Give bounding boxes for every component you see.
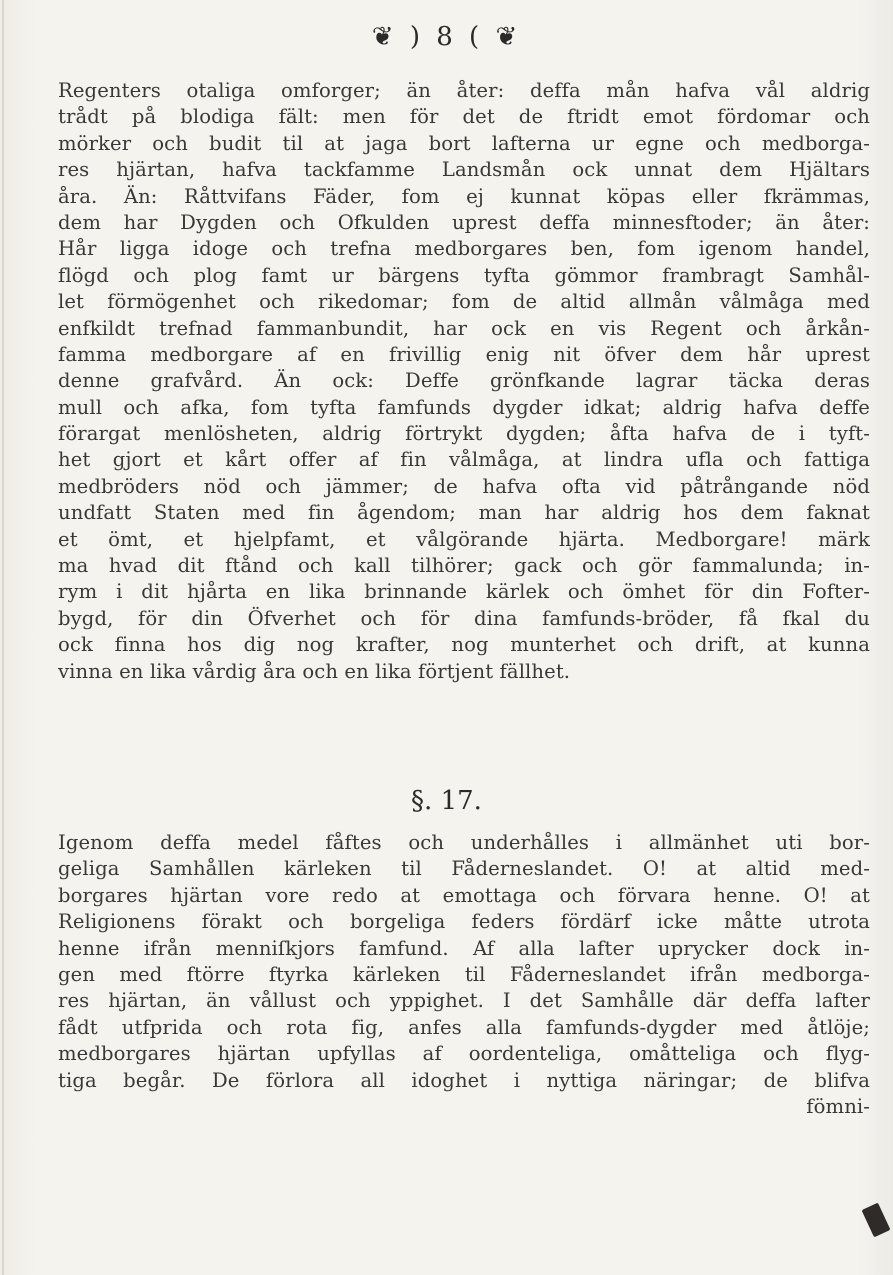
text-line: mull och afka, fom tyfta famfunds dygder idkat; aldrig hafva deffe (58, 395, 870, 419)
text-line: åra. Än: Råttvifans Fäder, fom ej kunnat köpas eller fkrämmas, (58, 184, 870, 208)
text-line: famma medborgare af en frivillig enig nit öfver dem hår uprest (58, 342, 870, 366)
text-line: rym i dit hjårta en lika brinnande kärlek och ömhet för din Fofter- (58, 580, 870, 604)
page-edge-shadow (2, 0, 4, 1275)
text-line: bygd, för din Öfverhet och för dina famfunds-bröder, få fkal du (58, 606, 870, 630)
corner-ink-mark (862, 1203, 891, 1238)
text-line: Regenters otaliga omforger; än åter: deffa mån hafva vål aldrig (58, 79, 870, 102)
text-line: res hjärtan, än vållust och yppighet. I det Samhålle där deffa lafter (58, 989, 870, 1013)
text-line: henne ifrån menniſkjors famfund. Af alla lafter uprycker dock in- (58, 936, 870, 960)
text-line: förargat menlösheten, aldrig förtrykt dygden; åfta hafva de i tyft- (58, 422, 870, 446)
text-line: enfkildt trefnad fammanbundit, har ock en vis Regent och årkån- (58, 316, 870, 340)
text-line: Hår ligga idoge och trefna medborgares ben, fom igenom handel, (58, 237, 870, 261)
text-line: dem har Dygden och Ofkulden uprest deffa minnesftoder; än åter: (58, 210, 870, 234)
text-line: mörker och budit til at jaga bort lafterna ur egne och medborga- (58, 131, 870, 155)
text-line: flögd och plog famt ur bärgens tyfta gömmor frambragt Samhål- (58, 263, 870, 287)
text-line: tiga begår. De förlora all idoghet i nyttiga näringar; de blifva (58, 1068, 870, 1092)
text-line: geliga Samhållen kärleken til Fåderneslandet. O! at altid med- (58, 857, 870, 881)
text-line: fådt utfprida och rota fig, anfes alla famfunds-dygder med åtlöje; (58, 1015, 870, 1039)
paragraph-section-17 (58, 830, 870, 1120)
text-line: denne grafvård. Än ock: Deffe grönfkande lagrar täcka deras (58, 369, 870, 393)
section-heading: §. 17. (411, 786, 482, 816)
text-line: het gjort et kårt offer af fin vålmåga, at lindra ufla och fattiga (58, 448, 870, 472)
running-head: ❦ ) 8 ( ❦ (371, 22, 522, 52)
text-line: let förmögenhet och rikedomar; fom de altid allmån vålmåga med (58, 290, 870, 314)
text-line: medborgares hjärtan upfyllas af oordenteliga, omåtteliga och flyg- (58, 1042, 870, 1066)
paragraph-regents (58, 78, 870, 685)
text-line: medbröders nöd och jämmer; de hafva ofta vid påtrångande nöd (58, 474, 870, 498)
text-line: et ömt, et hjelpfamt, et vålgörande hjärta. Medborgare! märk (58, 527, 870, 551)
text-line: ock finna hos dig nog krafter, nog munterhet och drift, at kunna (58, 633, 870, 657)
text-line: gen med ftörre ftyrka kärleken til Fåderneslandet ifrån medborga- (58, 962, 870, 986)
text-line: Igenom deffa medel fåftes och underhålles i allmänhet uti bor- (58, 831, 870, 854)
text-line: undfatt Staten med fin ågendom; man har aldrig hos dem faknat (58, 501, 870, 525)
text-line: trådt på blodiga fält: men för det de ftridt emot fördomar och (58, 105, 870, 129)
text-line: res hjärtan, hafva tackfamme Landsmån ock unnat dem Hjältars (58, 158, 870, 182)
text-line: vinna en lika vårdig åra och en lika förtjent fällhet. (58, 659, 571, 683)
catchword: fömni- (806, 1094, 870, 1118)
text-line: borgares hjärtan vore redo at emottaga och förvara henne. O! at (58, 883, 870, 907)
text-line: ma hvad dit ftånd och kall tilhörer; gack och gör fammalunda; in- (58, 554, 870, 578)
text-line: Religionens förakt och borgeliga feders fördärf icke måtte utrota (58, 910, 870, 934)
